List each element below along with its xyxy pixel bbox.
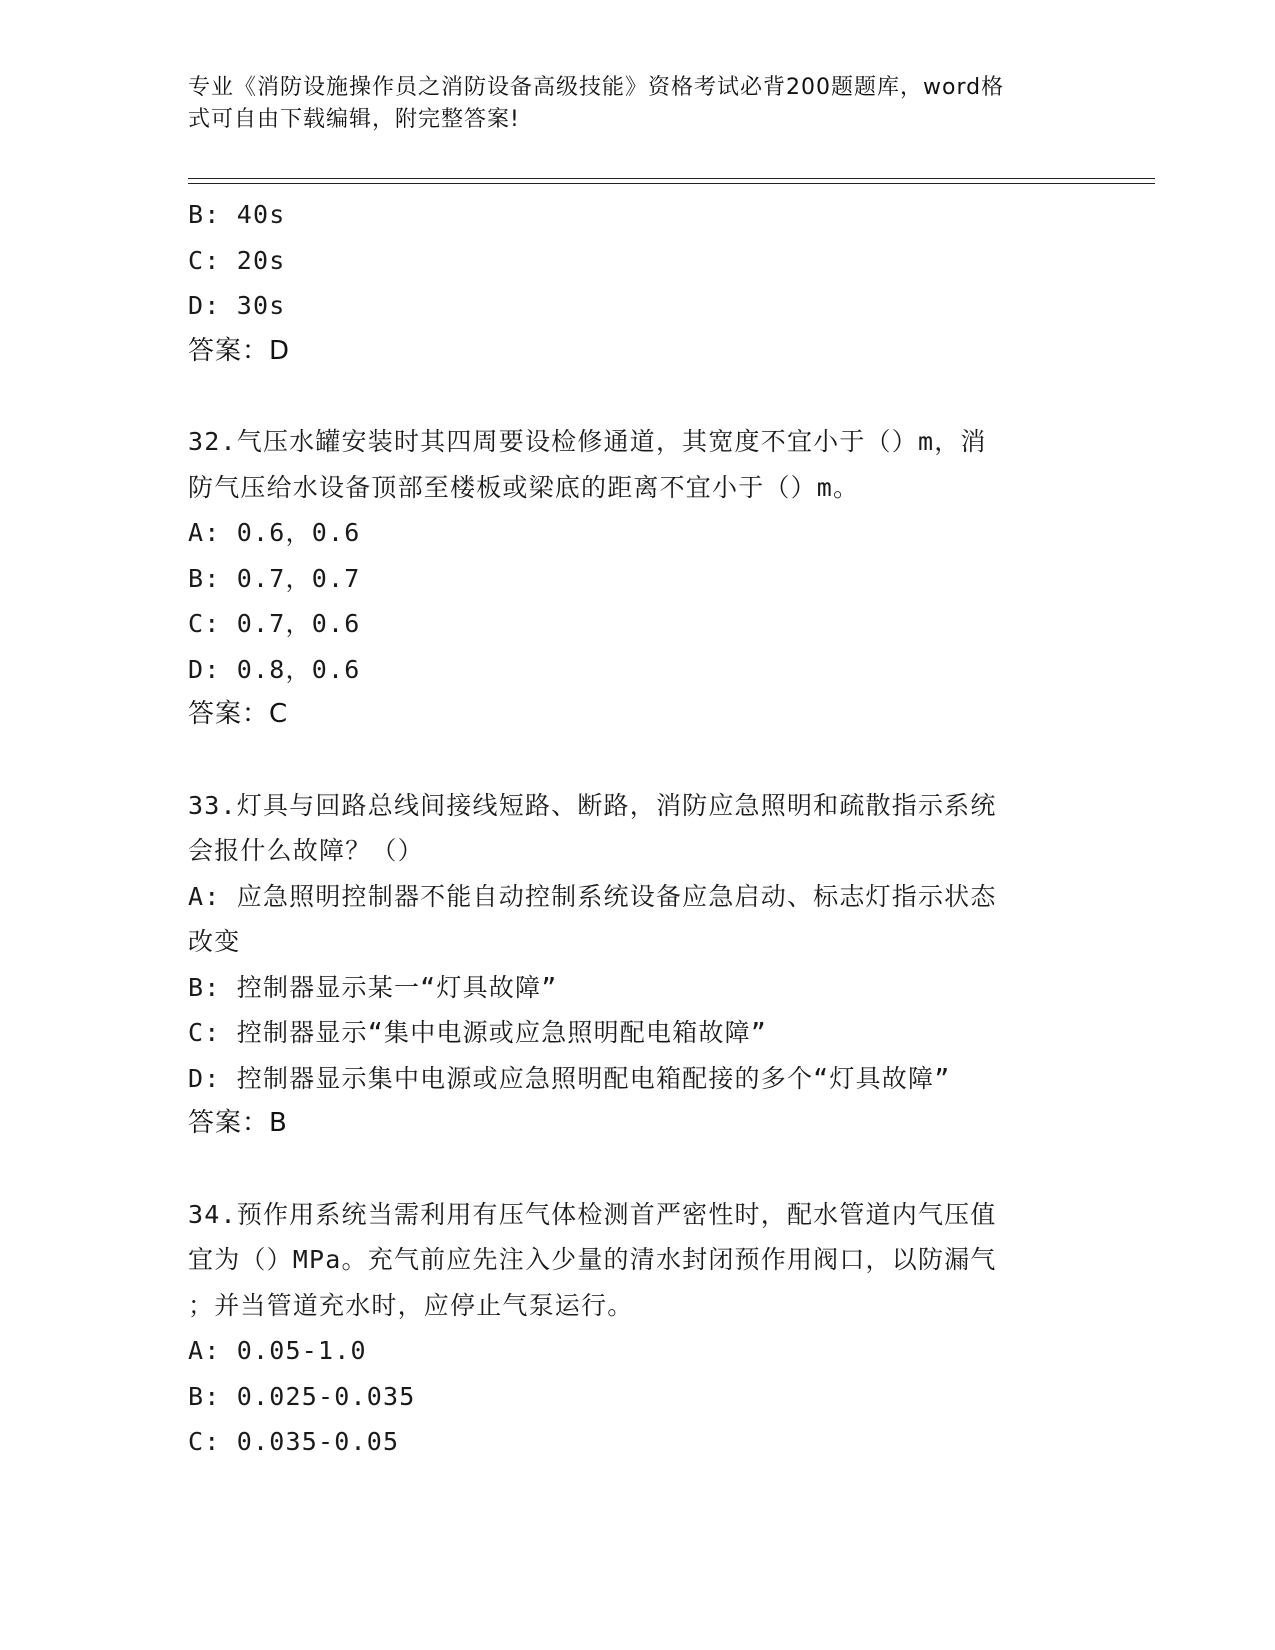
q33-option-a: A: 应急照明控制器不能自动控制系统设备应急启动、标志灯指示状态	[188, 881, 997, 911]
spacer	[188, 738, 1088, 783]
document-content	[188, 192, 1088, 1465]
question-32-block	[188, 419, 1088, 738]
q33-option-b: B: 控制器显示某一“灯具故障”	[188, 972, 558, 1002]
q34-option-a: A: 0.05-1.0	[188, 1336, 367, 1365]
header-divider-bottom	[188, 183, 1155, 184]
spacer	[188, 1147, 1088, 1192]
q33-answer: 答案：B	[188, 1108, 288, 1138]
q32-option-c: C: 0.7，0.6	[188, 609, 361, 638]
question-34-block	[188, 1192, 1088, 1465]
q34-option-b: B: 0.025-0.035	[188, 1381, 416, 1411]
q34-stem-line-3: ；并当管道充水时，应停止气泵运行。	[188, 1290, 634, 1320]
header-line-2: 式可自由下载编辑，附完整答案!	[188, 107, 520, 132]
question-33-block	[188, 783, 1088, 1147]
q33-option-a-cont: 改变	[188, 927, 241, 956]
header-divider-top	[188, 178, 1155, 179]
q33-stem-line-1: 33.灯具与回路总线间接线短路、断路，消防应急照明和疏散指示系统	[188, 790, 997, 820]
document-header	[188, 72, 1068, 136]
q34-option-c: C: 0.035-0.05	[188, 1427, 400, 1456]
q34-stem-line-2: 宜为（）MPa。充气前应先注入少量的清水封闭预作用阀口，以防漏气	[188, 1245, 997, 1274]
q33-stem-line-2: 会报什么故障？（）	[188, 836, 424, 865]
header-line-1: 专业《消防设施操作员之消防设备高级技能》资格考试必背200题题库，word格	[188, 75, 1005, 100]
q31-option-c: C: 20s	[188, 245, 286, 275]
q33-option-c: C: 控制器显示“集中电源或应急照明配电箱故障”	[188, 1018, 768, 1047]
q33-option-d: D: 控制器显示集中电源或应急照明配电箱配接的多个“灯具故障”	[188, 1063, 951, 1093]
q32-stem-line-2: 防气压给水设备顶部至楼板或梁底的距离不宜小于（）m。	[188, 472, 860, 502]
question-31-block	[188, 192, 1088, 374]
q32-answer: 答案：C	[188, 699, 289, 729]
q32-option-d: D: 0.8，0.6	[188, 654, 361, 684]
spacer	[188, 374, 1088, 419]
q31-option-b: B: 40s	[188, 200, 286, 229]
q31-answer: 答案：D	[188, 335, 291, 366]
q32-stem-line-1: 32.气压水罐安装时其四周要设检修通道，其宽度不宜小于（）m，消	[188, 427, 987, 456]
q32-option-b: B: 0.7，0.7	[188, 563, 361, 593]
q31-option-d: D: 30s	[188, 291, 286, 320]
q32-option-a: A: 0.6，0.6	[188, 518, 361, 547]
q34-stem-line-1: 34.预作用系统当需利用有压气体检测首严密性时，配水管道内气压值	[188, 1199, 997, 1229]
